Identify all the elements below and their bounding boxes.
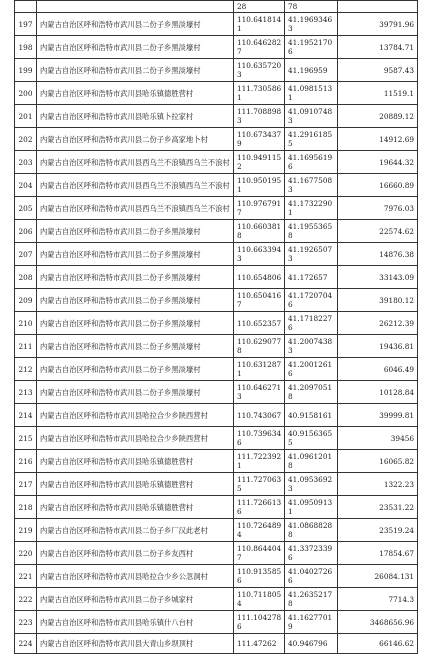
table-row: [15, 243, 418, 266]
table-row: [15, 289, 418, 312]
table-row: [15, 427, 418, 450]
latitude-cell: 41.29161855: [285, 128, 338, 151]
location-name-cell: 内蒙古自治区呼和浩特市武川县哈乐镇什八台村: [37, 611, 234, 634]
value-cell: [338, 1, 418, 13]
longitude-cell: 110.6603818: [234, 220, 285, 243]
longitude-cell: 110.7396346: [234, 427, 285, 450]
longitude-cell: 110.7264894: [234, 519, 285, 542]
location-name-cell: 内蒙古自治区呼和浩特市武川县二份子乡城家村: [37, 588, 234, 611]
table-row: [15, 335, 418, 358]
table-row: [15, 519, 418, 542]
latitude-cell: 41.08688288: [285, 519, 338, 542]
longitude-cell: 110.6357203: [234, 59, 285, 82]
latitude-cell: 41.172657: [285, 266, 338, 289]
longitude-cell: 110.9135856: [234, 565, 285, 588]
table-row: [15, 381, 418, 404]
latitude-cell: 41.17322901: [285, 197, 338, 220]
row-number-cell: 221: [15, 565, 37, 588]
location-name-cell: 内蒙古自治区呼和浩特市武川县二份子乡黑淡壕村: [37, 243, 234, 266]
longitude-cell: 110.6633943: [234, 243, 285, 266]
table-row: [15, 36, 418, 59]
location-name-cell: 内蒙古自治区呼和浩特市武川县二份子乡黑淡壕村: [37, 312, 234, 335]
latitude-cell: 41.09107483: [285, 105, 338, 128]
table-row: [15, 220, 418, 243]
latitude-cell: 78: [285, 1, 338, 13]
location-name-cell: 内蒙古自治区呼和浩特市武川县哈乐镇德胜营村: [37, 450, 234, 473]
longitude-cell: 111.47262: [234, 634, 285, 654]
row-number-cell: 201: [15, 105, 37, 128]
location-name-cell: 内蒙古自治区呼和浩特市武川县哈乐镇德胜营村: [37, 473, 234, 496]
value-cell: 23519.24: [338, 519, 418, 542]
latitude-cell: 41.196959: [285, 59, 338, 82]
latitude-cell: 41.09612018: [285, 450, 338, 473]
latitude-cell: 41.19265073: [285, 243, 338, 266]
latitude-cell: 41.20970518: [285, 381, 338, 404]
table-row: [15, 312, 418, 335]
value-cell: 26212.39: [338, 312, 418, 335]
location-name-cell: 内蒙古自治区呼和浩特市武川县二份子乡黑淡壕村: [37, 59, 234, 82]
row-number-cell: 197: [15, 13, 37, 36]
row-number-cell: 209: [15, 289, 37, 312]
value-cell: 9587.43: [338, 59, 418, 82]
latitude-cell: 40.9158161: [285, 404, 338, 427]
row-number-cell: [15, 1, 37, 13]
row-number-cell: 213: [15, 381, 37, 404]
table-row: [15, 450, 418, 473]
latitude-cell: 41.19693463: [285, 13, 338, 36]
value-cell: 19644.32: [338, 151, 418, 174]
value-cell: 11519.1: [338, 82, 418, 105]
longitude-cell: 110.743067: [234, 404, 285, 427]
value-cell: 3468656.96: [338, 611, 418, 634]
location-name-cell: 内蒙古自治区呼和浩特市武川县哈拉合少乡陕西营村: [37, 427, 234, 450]
value-cell: 20889.12: [338, 105, 418, 128]
location-name-cell: 内蒙古自治区呼和浩特市武川县二份子乡高家地卜村: [37, 128, 234, 151]
longitude-cell: 110.6462827: [234, 36, 285, 59]
value-cell: 17854.67: [338, 542, 418, 565]
table-row: [15, 565, 418, 588]
location-name-cell: 内蒙古自治区呼和浩特市武川县大青山乡坝顶村: [37, 634, 234, 654]
latitude-cell: 41.20012616: [285, 358, 338, 381]
row-number-cell: 211: [15, 335, 37, 358]
row-number-cell: 222: [15, 588, 37, 611]
longitude-cell: 110.6734379: [234, 128, 285, 151]
row-number-cell: 216: [15, 450, 37, 473]
latitude-cell: 41.33723396: [285, 542, 338, 565]
row-number-cell: 219: [15, 519, 37, 542]
longitude-cell: 111.1042786: [234, 611, 285, 634]
latitude-cell: 41.19521706: [285, 36, 338, 59]
longitude-cell: 111.7305861: [234, 82, 285, 105]
table-row: [15, 588, 418, 611]
value-cell: 7714.3: [338, 588, 418, 611]
latitude-cell: 40.91563655: [285, 427, 338, 450]
value-cell: 39791.96: [338, 13, 418, 36]
value-cell: 6046.49: [338, 358, 418, 381]
row-number-cell: 212: [15, 358, 37, 381]
value-cell: 39180.12: [338, 289, 418, 312]
row-number-cell: 200: [15, 82, 37, 105]
table-row: [15, 358, 418, 381]
row-number-cell: 199: [15, 59, 37, 82]
value-cell: 66146.62: [338, 634, 418, 654]
location-name-cell: 内蒙古自治区呼和浩特市武川县二份子乡黑淡壕村: [37, 358, 234, 381]
longitude-cell: 110.6504167: [234, 289, 285, 312]
location-name-cell: 内蒙古自治区呼和浩特市武川县二份子乡黑淡壕村: [37, 289, 234, 312]
value-cell: 13784.71: [338, 36, 418, 59]
longitude-cell: 111.7088983: [234, 105, 285, 128]
longitude-cell: 28: [234, 1, 285, 13]
longitude-cell: 110.6462713: [234, 381, 285, 404]
table-row: [15, 13, 418, 36]
table-row: [15, 473, 418, 496]
row-number-cell: 223: [15, 611, 37, 634]
longitude-cell: 111.7270635: [234, 473, 285, 496]
parcel-table-body: [15, 1, 418, 654]
latitude-cell: 41.26352178: [285, 588, 338, 611]
latitude-cell: 41.16277019: [285, 611, 338, 634]
latitude-cell: 41.09815131: [285, 82, 338, 105]
value-cell: 19436.81: [338, 335, 418, 358]
table-row: [15, 634, 418, 654]
location-name-cell: 内蒙古自治区呼和浩特市武川县西乌兰不浪镇西乌兰不浪村: [37, 197, 234, 220]
location-name-cell: 内蒙古自治区呼和浩特市武川县西乌兰不浪镇西乌兰不浪村: [37, 151, 234, 174]
latitude-cell: 41.19553658: [285, 220, 338, 243]
value-cell: 16065.82: [338, 450, 418, 473]
row-number-cell: 214: [15, 404, 37, 427]
location-name-cell: 内蒙古自治区呼和浩特市武川县二份子乡黑淡壕村: [37, 381, 234, 404]
row-number-cell: 210: [15, 312, 37, 335]
latitude-cell: 41.17207046: [285, 289, 338, 312]
latitude-cell: 41.17182276: [285, 312, 338, 335]
table-row: [15, 128, 418, 151]
table-row: [15, 197, 418, 220]
row-number-cell: 218: [15, 496, 37, 519]
row-number-cell: 217: [15, 473, 37, 496]
longitude-cell: 110.6290778: [234, 335, 285, 358]
table-row: [15, 105, 418, 128]
row-number-cell: 220: [15, 542, 37, 565]
longitude-cell: 111.7266136: [234, 496, 285, 519]
row-number-cell: 198: [15, 36, 37, 59]
latitude-cell: 41.09536923: [285, 473, 338, 496]
location-name-cell: 内蒙古自治区呼和浩特市武川县哈乐镇德胜营村: [37, 496, 234, 519]
value-cell: 1322.23: [338, 473, 418, 496]
row-number-cell: 215: [15, 427, 37, 450]
longitude-cell: 110.9767917: [234, 197, 285, 220]
table-row: [15, 404, 418, 427]
table-row: [15, 1, 418, 13]
value-cell: 39999.81: [338, 404, 418, 427]
value-cell: 22574.62: [338, 220, 418, 243]
latitude-cell: 41.09509131: [285, 496, 338, 519]
longitude-cell: 110.7118054: [234, 588, 285, 611]
longitude-cell: 110.9491152: [234, 151, 285, 174]
value-cell: 7976.03: [338, 197, 418, 220]
location-name-cell: [37, 1, 234, 13]
table-row: [15, 174, 418, 197]
row-number-cell: 203: [15, 151, 37, 174]
location-name-cell: 内蒙古自治区呼和浩特市武川县西乌兰不浪镇西乌兰不浪村: [37, 174, 234, 197]
table-row: [15, 611, 418, 634]
location-name-cell: 内蒙古自治区呼和浩特市武川县二份子乡黑淡壕村: [37, 266, 234, 289]
location-name-cell: 内蒙古自治区呼和浩特市武川县二份子乡黑淡壕村: [37, 36, 234, 59]
row-number-cell: 224: [15, 634, 37, 654]
value-cell: 16660.89: [338, 174, 418, 197]
value-cell: 23531.22: [338, 496, 418, 519]
longitude-cell: 111.7223921: [234, 450, 285, 473]
longitude-cell: 110.652357: [234, 312, 285, 335]
latitude-cell: 41.16775083: [285, 174, 338, 197]
latitude-cell: 41.16956196: [285, 151, 338, 174]
value-cell: 39456: [338, 427, 418, 450]
table-row: [15, 151, 418, 174]
row-number-cell: 208: [15, 266, 37, 289]
longitude-cell: 110.6418141: [234, 13, 285, 36]
row-number-cell: 204: [15, 174, 37, 197]
value-cell: 14912.69: [338, 128, 418, 151]
location-name-cell: 内蒙古自治区呼和浩特市武川县哈乐镇德胜营村: [37, 82, 234, 105]
value-cell: 33143.09: [338, 266, 418, 289]
location-name-cell: 内蒙古自治区呼和浩特市武川县哈拉合少乡陕西营村: [37, 404, 234, 427]
row-number-cell: 205: [15, 197, 37, 220]
longitude-cell: 110.654806: [234, 266, 285, 289]
latitude-cell: 41.20074383: [285, 335, 338, 358]
location-name-cell: 内蒙古自治区呼和浩特市武川县哈乐镇卜拉家村: [37, 105, 234, 128]
location-name-cell: 内蒙古自治区呼和浩特市武川县二份子乡厂汉此老村: [37, 519, 234, 542]
table-row: [15, 266, 418, 289]
row-number-cell: 207: [15, 243, 37, 266]
table-row: [15, 542, 418, 565]
table-row: [15, 59, 418, 82]
row-number-cell: 206: [15, 220, 37, 243]
parcel-table: [14, 0, 418, 654]
value-cell: 14876.38: [338, 243, 418, 266]
table-row: [15, 82, 418, 105]
longitude-cell: 110.9501951: [234, 174, 285, 197]
longitude-cell: 110.8644047: [234, 542, 285, 565]
latitude-cell: 40.946796: [285, 634, 338, 654]
location-name-cell: 内蒙古自治区呼和浩特市武川县二份子乡黑淡壕村: [37, 13, 234, 36]
longitude-cell: 110.6312871: [234, 358, 285, 381]
location-name-cell: 内蒙古自治区呼和浩特市武川县二份子乡黑淡壕村: [37, 335, 234, 358]
location-name-cell: 内蒙古自治区呼和浩特市武川县哈拉合少乡公忽洞村: [37, 565, 234, 588]
table-row: [15, 496, 418, 519]
latitude-cell: 41.04027266: [285, 565, 338, 588]
value-cell: 10128.84: [338, 381, 418, 404]
row-number-cell: 202: [15, 128, 37, 151]
value-cell: 26084.131: [338, 565, 418, 588]
location-name-cell: 内蒙古自治区呼和浩特市武川县二份子乡友西村: [37, 542, 234, 565]
location-name-cell: 内蒙古自治区呼和浩特市武川县二份子乡黑淡壕村: [37, 220, 234, 243]
